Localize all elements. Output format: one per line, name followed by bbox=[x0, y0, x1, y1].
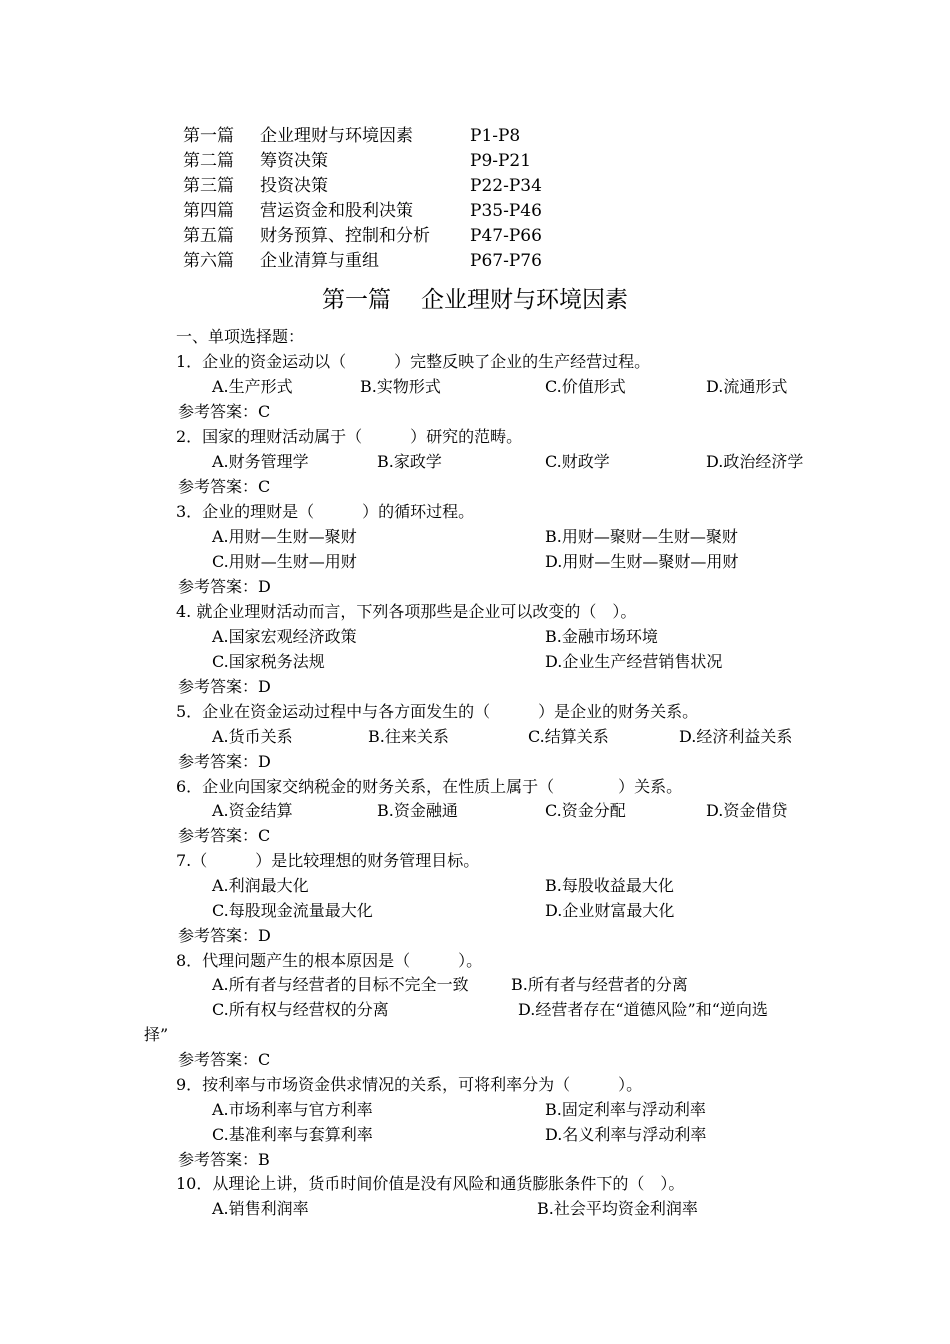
option-d: D.用财—生财—聚财—用财 bbox=[545, 552, 739, 571]
chapter-number: 第一篇 bbox=[322, 287, 391, 313]
option-b: B.每股收益最大化 bbox=[545, 876, 674, 895]
answer-text: 参考答案：C bbox=[178, 402, 271, 421]
toc-page-range: P35-P46 bbox=[470, 201, 542, 221]
question-text: 3．企业的理财是（ ）的循环过程。 bbox=[176, 502, 475, 521]
question-text: 8．代理问题产生的根本原因是（ ）。 bbox=[176, 951, 483, 970]
option-c: C.资金分配 bbox=[545, 801, 626, 820]
option-b: B.金融市场环境 bbox=[545, 627, 658, 646]
option-c: C.用财—生财—用财 bbox=[212, 552, 357, 571]
option-b: B.固定利率与浮动利率 bbox=[545, 1100, 706, 1119]
option-a: A.财务管理学 bbox=[212, 452, 309, 471]
answer-text: 参考答案：D bbox=[178, 752, 271, 771]
chapter-title bbox=[0, 284, 950, 316]
toc-row bbox=[183, 124, 743, 149]
toc-part-number: 第一篇 bbox=[183, 126, 234, 146]
option-d: D.经济利益关系 bbox=[679, 727, 793, 746]
toc-row bbox=[183, 149, 743, 174]
toc-part-number: 第二篇 bbox=[183, 151, 234, 171]
option-a: A.所有者与经营者的目标不完全一致 bbox=[212, 975, 469, 994]
option-c: C.每股现金流量最大化 bbox=[212, 901, 373, 920]
option-d: D.政治经济学 bbox=[706, 452, 804, 471]
option-a: A.销售利润率 bbox=[212, 1199, 309, 1218]
toc-part-title: 筹资决策 bbox=[260, 151, 328, 171]
option-a: A.市场利率与官方利率 bbox=[212, 1100, 373, 1119]
answer-text: 参考答案：D bbox=[178, 677, 271, 696]
option-d: D.名义利率与浮动利率 bbox=[545, 1125, 707, 1144]
option-c: C.所有权与经营权的分离 bbox=[212, 1000, 389, 1019]
toc-part-title: 营运资金和股利决策 bbox=[260, 201, 413, 221]
toc-part-title: 企业清算与重组 bbox=[260, 251, 379, 271]
option-b: B.往来关系 bbox=[368, 727, 449, 746]
toc-page-range: P47-P66 bbox=[470, 226, 542, 246]
toc-row bbox=[183, 174, 743, 199]
toc-part-title: 投资决策 bbox=[260, 176, 328, 196]
answer-text: 参考答案：B bbox=[178, 1150, 270, 1169]
toc-page-range: P22-P34 bbox=[470, 176, 542, 196]
option-a: A.用财—生财—聚财 bbox=[212, 527, 357, 546]
option-c: C.结算关系 bbox=[528, 727, 609, 746]
chapter-name: 企业理财与环境因素 bbox=[421, 287, 628, 313]
option-b: B.资金融通 bbox=[377, 801, 458, 820]
question-text: 9．按利率与市场资金供求情况的关系，可将利率分为（ ）。 bbox=[176, 1075, 643, 1094]
question-text: 6．企业向国家交纳税金的财务关系，在性质上属于（ ）关系。 bbox=[176, 777, 683, 796]
option-d: D.资金借贷 bbox=[706, 801, 788, 820]
option-a: A.货币关系 bbox=[212, 727, 293, 746]
option-c: C.基准利率与套算利率 bbox=[212, 1125, 373, 1144]
question-text: 5．企业在资金运动过程中与各方面发生的（ ）是企业的财务关系。 bbox=[176, 702, 699, 721]
toc-part-title: 企业理财与环境因素 bbox=[260, 126, 413, 146]
question-text: 10．从理论上讲，货币时间价值是没有风险和通货膨胀条件下的（ ）。 bbox=[176, 1174, 685, 1193]
answer-text: 参考答案：D bbox=[178, 577, 271, 596]
question-text: 7.（ ）是比较理想的财务管理目标。 bbox=[176, 851, 480, 870]
answer-text: 参考答案：D bbox=[178, 926, 271, 945]
option-b: B.家政学 bbox=[377, 452, 442, 471]
toc-page-range: P67-P76 bbox=[470, 251, 542, 271]
option-c: C.财政学 bbox=[545, 452, 610, 471]
option-a: A.国家宏观经济政策 bbox=[212, 627, 357, 646]
toc-page-range: P1-P8 bbox=[470, 126, 521, 146]
toc-part-number: 第三篇 bbox=[183, 176, 234, 196]
toc-part-number: 第六篇 bbox=[183, 251, 234, 271]
option-d-continued: 择” bbox=[144, 1025, 169, 1044]
option-d: D.经营者存在“道德风险”和“逆向选 bbox=[518, 1000, 768, 1019]
option-a: A.资金结算 bbox=[212, 801, 293, 820]
option-b: B.社会平均资金利润率 bbox=[537, 1199, 698, 1218]
option-d: D.企业生产经营销售状况 bbox=[545, 652, 723, 671]
toc-part-number: 第四篇 bbox=[183, 201, 234, 221]
toc-row bbox=[183, 224, 743, 249]
option-b: B.实物形式 bbox=[360, 377, 441, 396]
option-b: B.所有者与经营者的分离 bbox=[511, 975, 688, 994]
question-text: 4. 就企业理财活动而言，下列各项那些是企业可以改变的（ ）。 bbox=[176, 602, 637, 621]
question-text: 1．企业的资金运动以（ ）完整反映了企业的生产经营过程。 bbox=[176, 352, 651, 371]
toc-part-title: 财务预算、控制和分析 bbox=[260, 226, 430, 246]
option-a: A.生产形式 bbox=[212, 377, 293, 396]
option-a: A.利润最大化 bbox=[212, 876, 309, 895]
option-b: B.用财—聚财—生财—聚财 bbox=[545, 527, 738, 546]
option-c: C.国家税务法规 bbox=[212, 652, 325, 671]
question-text: 2．国家的理财活动属于（ ）研究的范畴。 bbox=[176, 427, 523, 446]
option-d: D.企业财富最大化 bbox=[545, 901, 675, 920]
toc-row bbox=[183, 249, 743, 274]
answer-text: 参考答案：C bbox=[178, 826, 271, 845]
toc-part-number: 第五篇 bbox=[183, 226, 234, 246]
option-c: C.价值形式 bbox=[545, 377, 626, 396]
answer-text: 参考答案：C bbox=[178, 477, 271, 496]
toc-row bbox=[183, 199, 743, 224]
toc-page-range: P9-P21 bbox=[470, 151, 532, 171]
section-heading: 一、单项选择题： bbox=[176, 327, 305, 346]
table-of-contents bbox=[183, 124, 743, 274]
option-d: D.流通形式 bbox=[706, 377, 788, 396]
answer-text: 参考答案：C bbox=[178, 1050, 271, 1069]
